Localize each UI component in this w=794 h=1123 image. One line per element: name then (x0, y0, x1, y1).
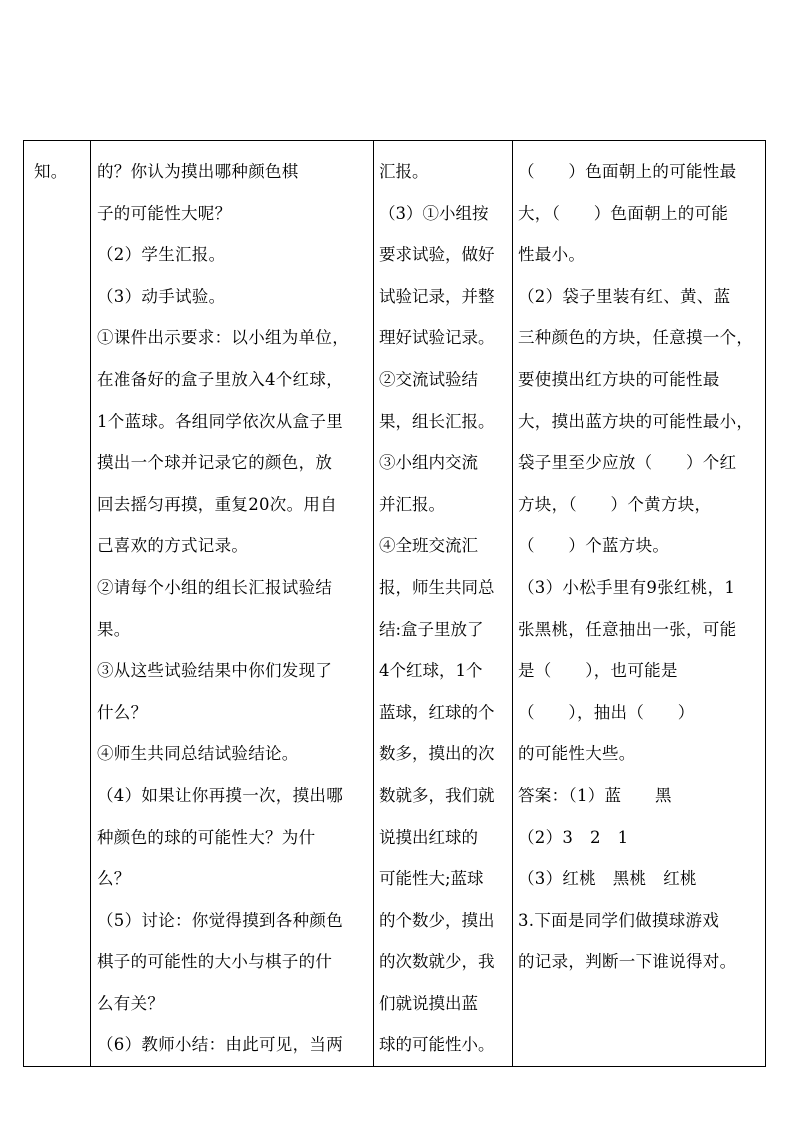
text-line: （ ）个蓝方块。 (518, 536, 670, 556)
text-line: （ ）色面朝上的可能性最 (518, 162, 737, 181)
text-line: 性最小。 (518, 245, 586, 265)
column-exercises (513, 141, 766, 1067)
text-line: （4）如果让你再摸一次，摸出哪 (97, 785, 343, 805)
text-line: 果，组长汇报。 (379, 411, 495, 431)
text-line: 并汇报。 (379, 494, 445, 514)
text-line: 么有关？ (97, 993, 165, 1013)
text-line: （2）学生汇报。 (97, 245, 226, 265)
text-line: ④全班交流汇 (379, 536, 478, 556)
text-line: 己喜欢的方式记录。 (97, 536, 249, 556)
text-line: 的？你认为摸出哪种颜色棋 (97, 162, 299, 181)
text-line: ④师生共同总结试验结论。 (97, 744, 299, 764)
column-teacher-activity-content (91, 141, 373, 1066)
text-line: （5）讨论：你觉得摸到各种颜色 (97, 910, 343, 930)
text-line: 汇报。 (379, 162, 429, 181)
text-line: （2）袋子里装有红、黄、蓝 (518, 286, 731, 306)
column-phase (24, 141, 91, 1067)
text-line: 结:盒子里放了 (379, 619, 484, 639)
text-line: 果。 (97, 619, 131, 639)
column-phase-content (24, 141, 90, 193)
text-line: 张黑桃，任意抽出一张，可能 (518, 619, 737, 639)
text-line: 大，摸出蓝方块的可能性最小， (518, 411, 754, 431)
column-exercises-content (513, 141, 765, 983)
text-line: 的个数少，摸出 (379, 910, 495, 930)
text-line: （ ），抽出（ ） (518, 702, 695, 722)
text-line: 4个红球，1个 (379, 661, 483, 681)
text-line: 的次数就少，我 (379, 952, 495, 972)
text-line: 可能性大;蓝球 (379, 869, 484, 889)
text-line: 要求试验，做好 (379, 245, 495, 265)
text-line: 数就多，我们就 (379, 785, 495, 805)
text-line: ③小组内交流 (379, 453, 478, 473)
text-line: 种颜色的球的可能性大？为什 (97, 827, 316, 847)
text-line: 球的可能性小。 (379, 1035, 495, 1055)
column-teacher-activity (91, 141, 374, 1067)
text-line: 答案：（1）蓝 黑 (518, 785, 672, 805)
text-line: （3）红桃 黑桃 红桃 (518, 869, 697, 889)
text-line: 棋子的可能性的大小与棋子的什 (97, 952, 333, 972)
table-row (24, 141, 766, 1067)
text-line: 的可能性大些。 (518, 744, 636, 764)
text-line: 说摸出红球的 (379, 827, 478, 847)
text-line: 3.下面是同学们做摸球游戏 (518, 910, 720, 930)
text-line: ①课件出示要求：以小组为单位， (97, 328, 349, 348)
lesson-plan-table (23, 140, 766, 1067)
text-line: 袋子里至少应放（ ）个红 (518, 453, 737, 473)
text-line: ②交流试验结 (379, 369, 478, 389)
text-line: 么？ (97, 869, 131, 889)
text-line: 们就说摸出蓝 (379, 993, 478, 1013)
text-line: ②请每个小组的组长汇报试验结 (97, 577, 333, 597)
text-line: 大，（ ）色面朝上的可能 (518, 203, 729, 223)
text-line: 知。 (34, 162, 68, 181)
text-line: 数多，摸出的次 (379, 744, 495, 764)
text-line: 摸出一个球并记录它的颜色，放 (97, 453, 333, 473)
text-line: 试验记录，并整 (379, 286, 495, 306)
text-line: （3）动手试验。 (97, 286, 226, 306)
text-line: 回去摇匀再摸，重复20次。用自 (97, 494, 337, 514)
text-line: 三种颜色的方块，任意摸一个， (518, 328, 754, 348)
text-line: 方块，（ ）个黄方块， (518, 494, 712, 514)
text-line: 什么？ (97, 702, 148, 722)
text-line: （3）小松手里有9张红桃，1 (518, 577, 736, 597)
text-line: 是（ ），也可能是 (518, 661, 678, 681)
column-student-activity-content (374, 141, 512, 1066)
text-line: ③从这些试验结果中你们发现了 (97, 661, 333, 681)
text-line: （6）教师小结：由此可见，当两 (97, 1035, 343, 1055)
text-line: 1个蓝球。各组同学依次从盒子里 (97, 411, 343, 431)
text-line: （2）3 2 1 (518, 827, 629, 847)
text-line: （3）①小组按 (379, 203, 489, 223)
text-line: 要使摸出红方块的可能性最 (518, 369, 720, 389)
text-line: 的记录，判断一下谁说得对。 (518, 952, 737, 972)
text-line: 子的可能性大呢？ (97, 203, 232, 223)
text-line: 在准备好的盒子里放入4个红球， (97, 369, 343, 389)
text-line: 蓝球，红球的个 (379, 702, 495, 722)
text-line: 报，师生共同总 (379, 577, 495, 597)
column-student-activity (374, 141, 513, 1067)
text-line: 理好试验记录。 (379, 328, 495, 348)
